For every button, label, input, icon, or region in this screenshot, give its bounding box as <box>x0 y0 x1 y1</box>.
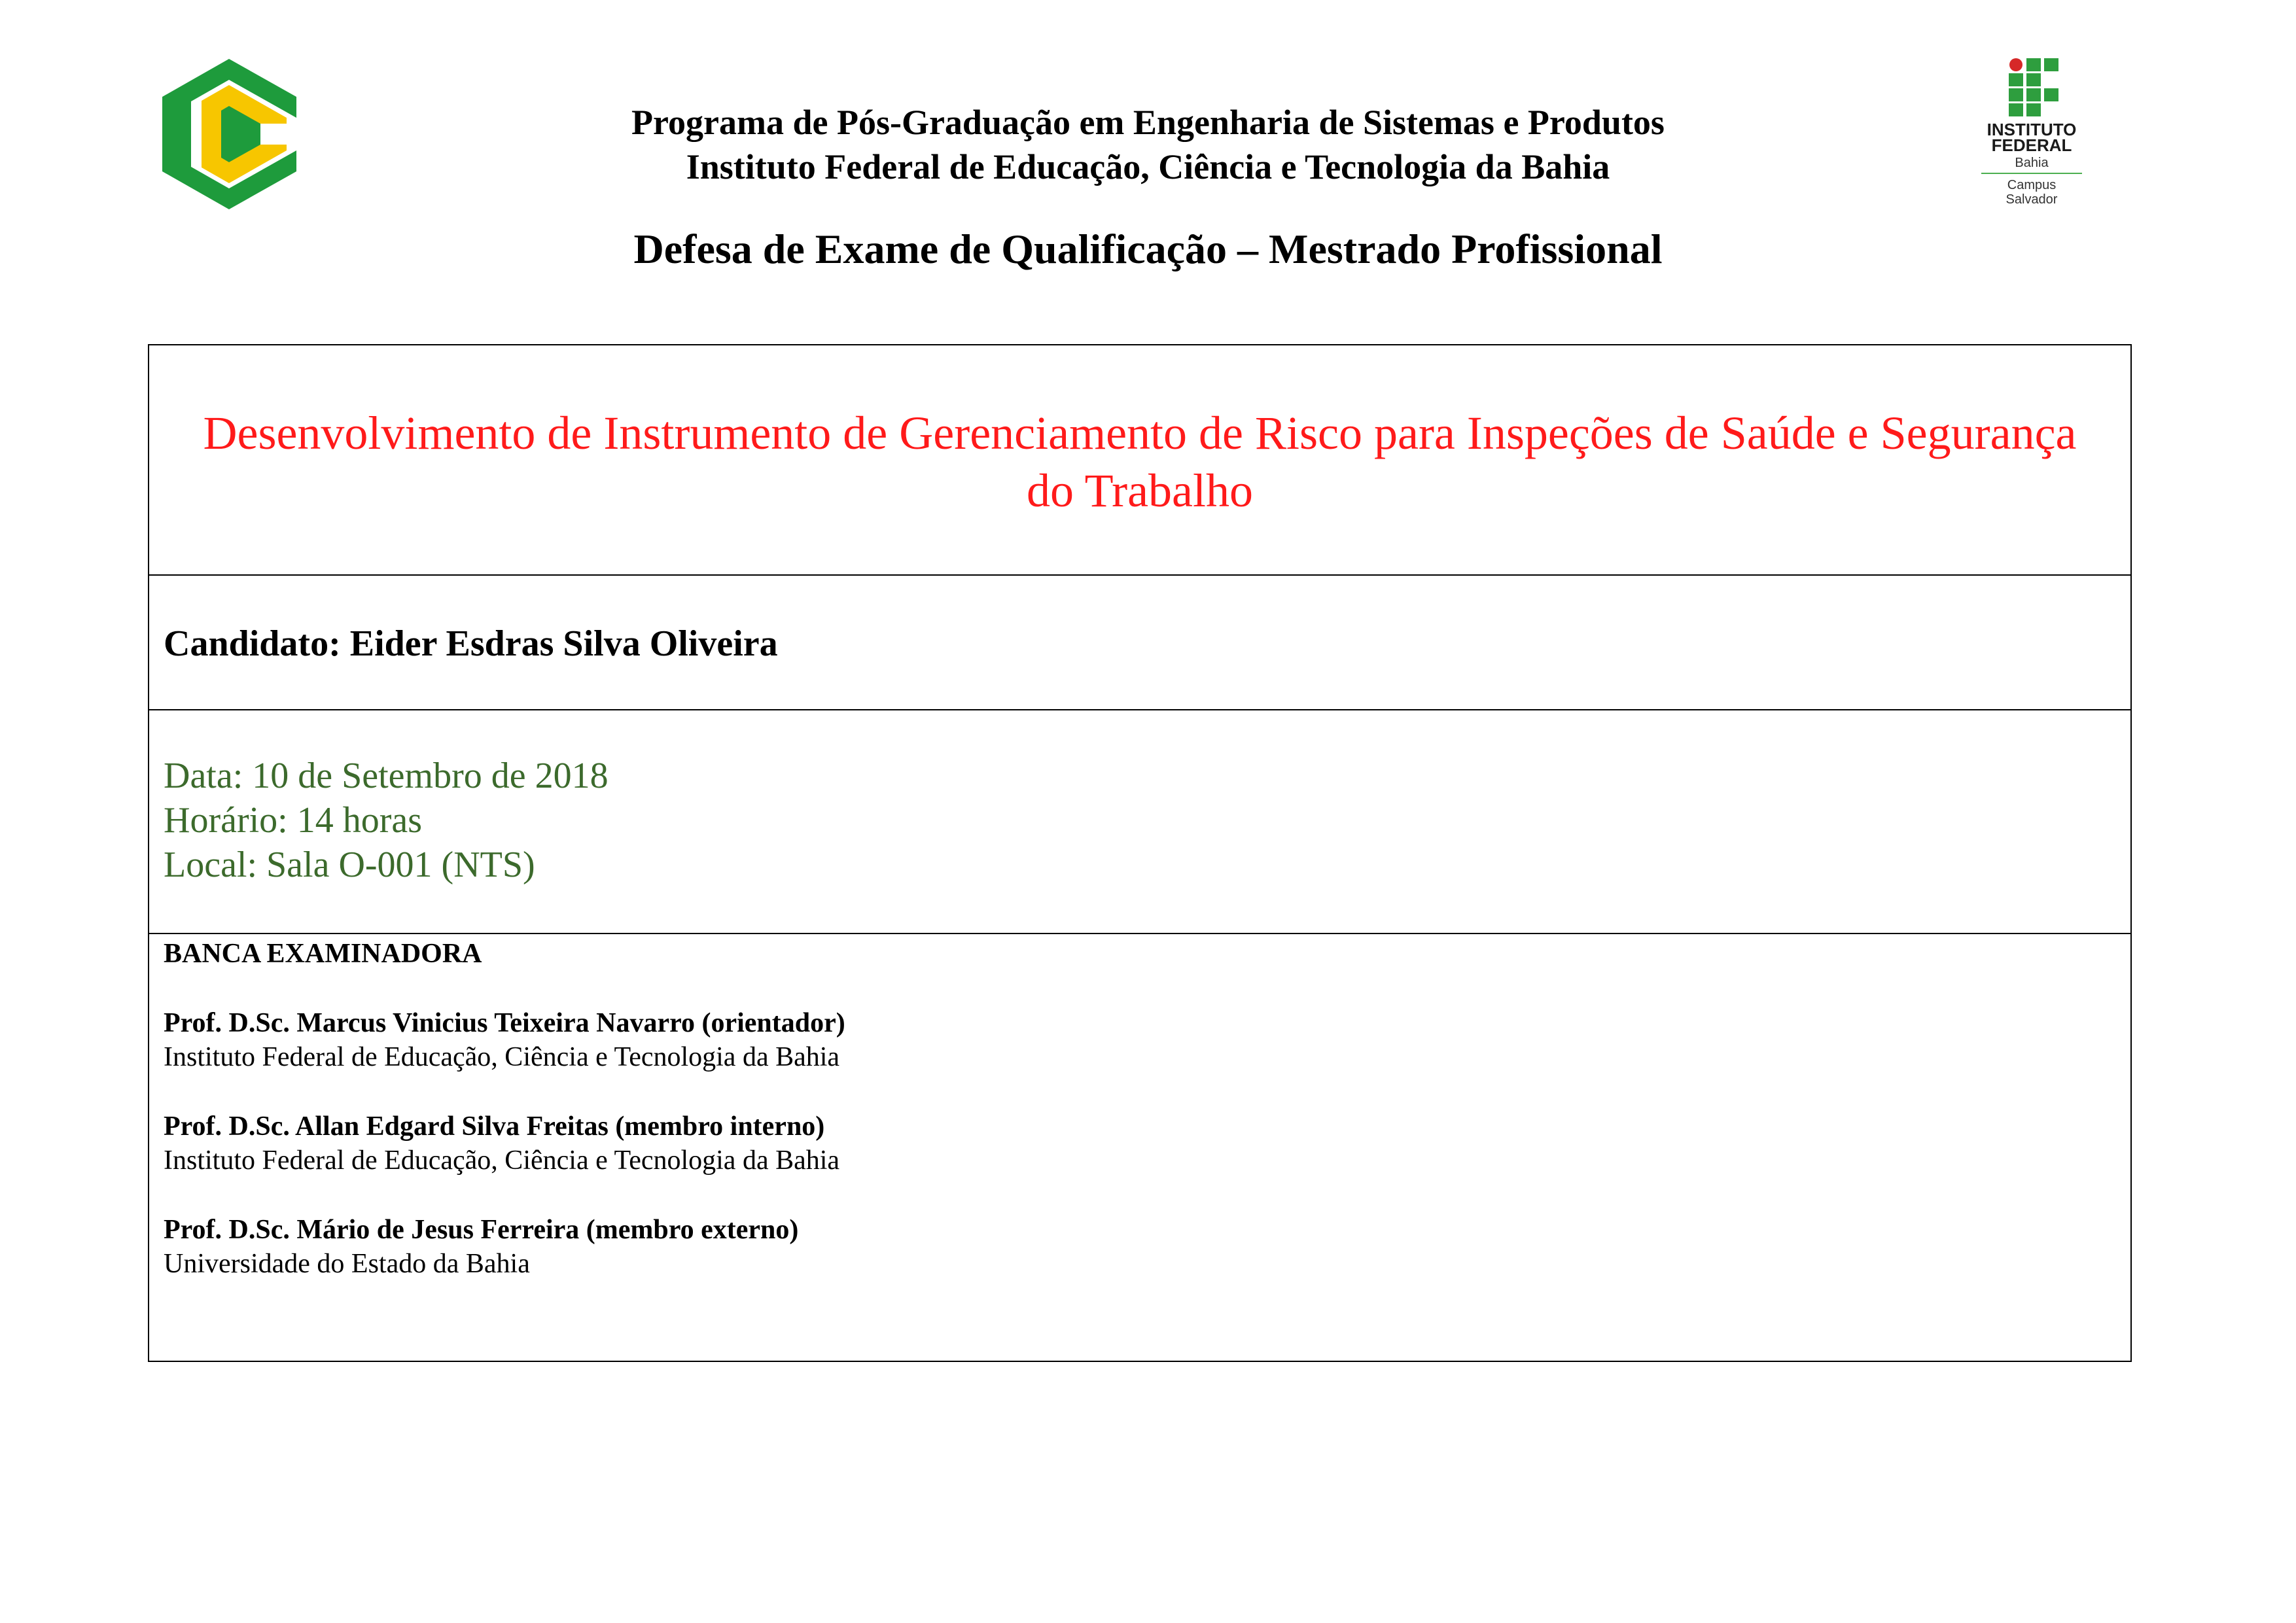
banca-list <box>164 937 845 1281</box>
institute-name: Instituto Federal de Educação, Ciência e Tecnologia da Bahia <box>686 147 1610 186</box>
candidate-name: Eider Esdras Silva Oliveira <box>349 623 778 664</box>
institute-logo-state: Bahia <box>2015 156 2049 170</box>
defense-info-box <box>148 344 2132 1362</box>
candidate-line <box>164 623 778 665</box>
institute-logo-name-line1: INSTITUTO <box>1987 120 2077 139</box>
banca-member-affiliation: Instituto Federal de Educação, Ciência e Tecnologia da Bahia <box>164 1145 840 1176</box>
banca-member-name: Prof. D.Sc. Marcus Vinicius Teixeira Navarro (orientador) <box>164 1008 845 1038</box>
banca-section <box>149 934 2130 1362</box>
schedule-place: Local: Sala O-001 (NTS) <box>164 845 535 885</box>
thesis-title-section <box>149 345 2130 576</box>
institute-logo-campus-line2: Salvador <box>2005 192 2058 207</box>
candidate-section <box>149 576 2130 710</box>
schedule-date: Data: 10 de Setembro de 2018 <box>164 756 609 796</box>
schedule-time: Horário: 14 horas <box>164 800 423 841</box>
banca-member-affiliation: Universidade do Estado da Bahia <box>164 1249 530 1279</box>
program-name: Programa de Pós-Graduação em Engenharia de Sistemas e Produtos <box>631 103 1665 142</box>
event-title: Defesa de Exame de Qualificação – Mestrado Profissional <box>633 226 1663 272</box>
schedule-details <box>164 754 609 887</box>
candidate-label: Candidato: <box>164 623 341 664</box>
schedule-section <box>149 710 2130 934</box>
banca-member-name: Prof. D.Sc. Mário de Jesus Ferreira (membro externo) <box>164 1215 799 1245</box>
banca-heading: BANCA EXAMINADORA <box>164 939 482 969</box>
thesis-title: Desenvolvimento de Instrumento de Gerenciamento de Risco para Inspeções de Saúde e Segurança do Trabalho <box>203 407 2077 517</box>
institute-logo-name-line2: FEDERAL <box>1991 135 2072 155</box>
banca-member-name: Prof. D.Sc. Allan Edgard Silva Freitas (membro interno) <box>164 1111 825 1142</box>
institute-logo-campus-line1: Campus <box>2007 178 2057 192</box>
banca-member-affiliation: Instituto Federal de Educação, Ciência e Tecnologia da Bahia <box>164 1042 840 1072</box>
